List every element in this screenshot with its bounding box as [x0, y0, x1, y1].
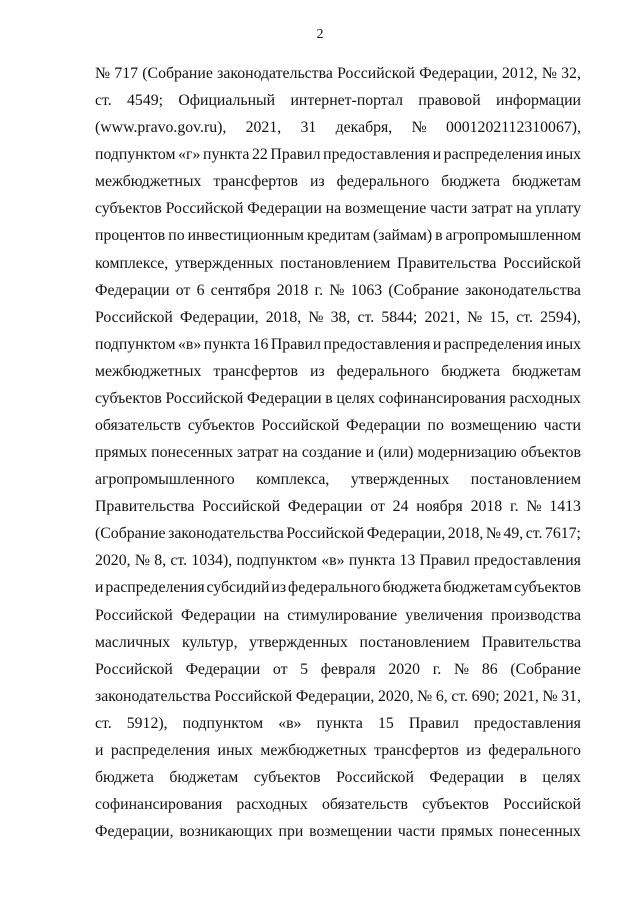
- word: субъектов: [187, 417, 255, 435]
- word: г.: [314, 281, 324, 299]
- word: на: [325, 200, 342, 218]
- word: ст.: [516, 308, 533, 326]
- word: Официальный: [178, 92, 276, 110]
- word: пункта: [203, 335, 251, 353]
- word: постановлением: [359, 633, 470, 651]
- word: трансфертов: [213, 362, 298, 380]
- word: на: [282, 444, 298, 462]
- word: 5912),: [126, 714, 168, 732]
- word: постановлением: [470, 471, 581, 489]
- word: №: [542, 687, 558, 705]
- word: субъектов: [514, 579, 581, 597]
- word: предоставления: [323, 146, 431, 164]
- word: подпунктом: [182, 714, 264, 732]
- text-line: [95, 439, 581, 466]
- word: №: [541, 65, 557, 82]
- word: агропромышленном: [445, 227, 581, 245]
- word: (Собрание: [95, 525, 166, 543]
- word: Федерации,: [95, 823, 174, 841]
- word: «г»: [178, 146, 201, 164]
- word: 717: [114, 65, 139, 82]
- word: возмещению: [450, 417, 537, 435]
- word: 2594),: [540, 308, 581, 326]
- word: №: [526, 498, 542, 516]
- word: ноября: [416, 498, 463, 516]
- word: 1063: [350, 281, 383, 299]
- word: субсидий: [206, 579, 270, 597]
- word: объектов: [520, 444, 581, 462]
- word: 2012,: [502, 65, 538, 82]
- word: от: [370, 498, 385, 516]
- text-line: [95, 520, 581, 547]
- word: №: [411, 119, 427, 137]
- word: Федерации,: [180, 308, 259, 326]
- body-text: [95, 60, 581, 845]
- word: Российской: [503, 796, 581, 814]
- word: 15,: [489, 308, 510, 326]
- word: 5844;: [381, 308, 418, 326]
- word: предоставления: [323, 335, 431, 353]
- text-line: [95, 791, 581, 818]
- word: 6: [196, 281, 205, 299]
- text-line: [95, 87, 581, 114]
- word: утвержденных: [174, 254, 274, 272]
- word: 86: [481, 660, 498, 678]
- word: уплату: [535, 200, 581, 218]
- word: 2018,: [265, 308, 302, 326]
- word: части: [430, 200, 468, 218]
- word: 5: [300, 660, 309, 678]
- word: Федерации: [247, 200, 322, 218]
- word: Федерации: [346, 417, 421, 435]
- word: по: [168, 227, 185, 245]
- word: Российской: [165, 389, 244, 407]
- word: ст.: [451, 687, 468, 705]
- word: (www.pravo.gov.ru),: [95, 119, 227, 137]
- text-line: [95, 493, 581, 520]
- word: 38,: [330, 308, 351, 326]
- word: 2020,: [95, 552, 131, 570]
- text-line: [95, 250, 581, 277]
- text-line: [95, 358, 581, 385]
- word: трансфертов: [213, 173, 298, 191]
- text-line: [95, 168, 581, 195]
- word: Федерации: [429, 769, 504, 787]
- word: 1413: [549, 498, 581, 516]
- text-line: [95, 602, 581, 629]
- word: 6,: [435, 687, 448, 705]
- word: интернет-портал: [290, 92, 403, 110]
- word: Федерации,: [366, 525, 446, 543]
- word: от: [272, 660, 288, 678]
- word: бюджета: [95, 769, 154, 787]
- text-line: [95, 412, 581, 439]
- word: 2020: [388, 660, 420, 678]
- word: межбюджетных: [260, 741, 367, 759]
- word: федерального: [288, 579, 381, 597]
- text-line: [95, 629, 581, 656]
- word: Российской: [202, 498, 281, 516]
- word: культур,: [181, 633, 238, 651]
- word: Российской: [261, 417, 340, 435]
- word: утвержденных: [249, 633, 348, 651]
- word: из: [309, 362, 325, 380]
- word: федерального: [336, 173, 430, 191]
- word: 2020,: [378, 687, 414, 705]
- word: агропромышленного: [95, 471, 235, 489]
- word: предоставления: [474, 552, 581, 570]
- word: субъектов: [422, 796, 489, 814]
- word: и: [95, 741, 104, 759]
- text-line: [95, 277, 581, 304]
- word: 13: [399, 552, 416, 570]
- word: 2018: [276, 281, 309, 299]
- text-line: [95, 656, 581, 683]
- page-number: 2: [316, 27, 324, 42]
- word: (или): [378, 444, 414, 462]
- word: инвестиционным: [187, 227, 304, 245]
- word: ст.: [95, 714, 112, 732]
- word: Российской: [503, 254, 581, 272]
- text-line: [95, 385, 581, 412]
- word: №: [308, 308, 324, 326]
- word: 31: [300, 119, 317, 137]
- word: законодательства: [217, 65, 333, 82]
- word: субъектов: [95, 389, 162, 407]
- word: комплексе,: [95, 254, 169, 272]
- word: 8,: [154, 552, 167, 570]
- word: Федерации: [247, 389, 322, 407]
- word: затрат: [471, 200, 513, 218]
- word: бюджетам: [169, 769, 239, 787]
- word: декабря,: [335, 119, 393, 137]
- word: Российской: [336, 769, 414, 787]
- text-line: [95, 574, 581, 601]
- word: 0001202112310067),: [445, 119, 581, 137]
- word: (займам): [372, 227, 433, 245]
- word: Российской: [95, 660, 173, 678]
- word: №: [467, 308, 483, 326]
- text-line: [95, 304, 581, 331]
- word: Российской: [337, 65, 415, 82]
- word: информации: [496, 92, 581, 110]
- word: №: [95, 65, 111, 82]
- word: Федерации: [185, 660, 261, 678]
- word: сентября: [210, 281, 271, 299]
- word: и: [432, 335, 442, 353]
- word: софинансирования: [378, 389, 506, 407]
- word: 22: [252, 146, 268, 164]
- word: Правительства: [481, 633, 581, 651]
- word: федерального: [336, 362, 430, 380]
- word: целях: [336, 389, 375, 407]
- word: иных: [545, 146, 581, 164]
- word: Правил: [270, 335, 322, 353]
- word: (Собрание: [388, 281, 459, 299]
- word: ст.: [95, 92, 112, 110]
- word: №: [417, 687, 433, 705]
- word: на: [263, 606, 280, 624]
- word: возникающих: [179, 823, 273, 841]
- word: 49,: [503, 525, 524, 543]
- word: бюджетам: [512, 362, 581, 380]
- word: межбюджетных: [95, 173, 202, 191]
- word: ст.: [357, 308, 375, 326]
- word: 4549;: [127, 92, 164, 110]
- word: и: [365, 444, 375, 462]
- word: предоставления: [474, 714, 581, 732]
- word: февраля: [320, 660, 376, 678]
- word: иных: [217, 741, 253, 759]
- word: 32,: [561, 65, 581, 82]
- word: г.: [509, 498, 519, 516]
- word: стимулирование: [287, 606, 398, 624]
- word: Российской: [95, 606, 173, 624]
- word: законодательства: [95, 687, 211, 705]
- word: бюджета: [441, 362, 501, 380]
- word: 2018,: [447, 525, 484, 543]
- text-line: [95, 710, 581, 737]
- word: межбюджетных: [95, 362, 202, 380]
- word: распределения: [110, 741, 211, 759]
- text-line: [95, 331, 581, 358]
- word: 24: [392, 498, 409, 516]
- word: понесенных: [151, 444, 233, 462]
- text-line: [95, 547, 581, 574]
- word: комплекса,: [256, 471, 330, 489]
- word: иных: [545, 335, 581, 353]
- word: бюджетам: [443, 579, 513, 597]
- word: от: [175, 281, 191, 299]
- text-line: [95, 114, 581, 141]
- word: Российской: [286, 525, 365, 543]
- word: прямых: [441, 823, 494, 841]
- word: Федерации: [95, 281, 170, 299]
- word: целях: [542, 769, 581, 787]
- word: Правил: [419, 552, 470, 570]
- word: ст.: [170, 552, 188, 570]
- word: законодательства: [465, 281, 581, 299]
- text-line: [95, 466, 581, 493]
- word: Федерации: [180, 606, 256, 624]
- word: прямых: [95, 444, 148, 462]
- word: 31,: [561, 687, 581, 705]
- word: №: [134, 552, 150, 570]
- word: и: [432, 146, 442, 164]
- word: (Собрание: [510, 660, 581, 678]
- word: кредитам: [306, 227, 370, 245]
- word: распределения: [443, 335, 544, 353]
- text-line: [95, 60, 581, 87]
- word: №: [329, 281, 345, 299]
- word: 2018: [470, 498, 503, 516]
- word: возмещение: [344, 200, 427, 218]
- word: «в»: [321, 552, 345, 570]
- word: распределения: [443, 146, 543, 164]
- word: в: [519, 769, 527, 787]
- word: в: [325, 389, 333, 407]
- word: софинансирования: [95, 796, 223, 814]
- word: из: [466, 741, 481, 759]
- word: пункта: [348, 552, 396, 570]
- word: «в»: [278, 714, 302, 732]
- word: (Собрание: [142, 65, 213, 82]
- word: субъектов: [95, 200, 162, 218]
- word: расходных: [509, 389, 581, 407]
- word: «в»: [177, 335, 202, 353]
- word: Правительства: [95, 498, 195, 516]
- word: бюджета: [441, 173, 501, 191]
- word: увеличения: [405, 606, 483, 624]
- word: из: [309, 173, 325, 191]
- word: №: [485, 525, 501, 543]
- text-line: [95, 683, 581, 710]
- word: по: [427, 417, 444, 435]
- word: производства: [491, 606, 581, 624]
- word: затрат: [237, 444, 279, 462]
- word: правовой: [418, 92, 481, 110]
- word: пункта: [203, 146, 250, 164]
- word: обязательств: [95, 417, 182, 435]
- word: пункта: [316, 714, 363, 732]
- word: бюджета: [382, 579, 442, 597]
- word: субъектов: [253, 769, 321, 787]
- word: Правил: [408, 714, 459, 732]
- word: возмещении: [309, 823, 392, 841]
- word: обязательств: [321, 796, 408, 814]
- word: 2021,: [424, 308, 460, 326]
- word: №: [454, 660, 470, 678]
- word: ст.: [525, 525, 543, 543]
- word: г.: [432, 660, 442, 678]
- word: создание: [301, 444, 362, 462]
- text-line: [95, 141, 581, 168]
- word: 16: [252, 335, 269, 353]
- word: на: [516, 200, 532, 218]
- word: распределения: [105, 579, 205, 597]
- word: Российской: [95, 308, 173, 326]
- word: процентов: [95, 227, 166, 245]
- word: масличных: [95, 633, 171, 651]
- word: в: [435, 227, 443, 245]
- word: Федерации,: [419, 65, 498, 82]
- word: из: [271, 579, 287, 597]
- word: при: [278, 823, 304, 841]
- word: части: [397, 823, 436, 841]
- word: 2021,: [245, 119, 282, 137]
- word: 2021,: [503, 687, 539, 705]
- word: федерального: [488, 741, 581, 759]
- word: Федерации,: [295, 687, 375, 705]
- word: трансфертов: [374, 741, 459, 759]
- word: Российской: [165, 200, 244, 218]
- text-line: [95, 222, 581, 249]
- word: 690;: [471, 687, 500, 705]
- text-line: [95, 737, 581, 764]
- word: модернизацию: [417, 444, 517, 462]
- word: Правил: [270, 146, 321, 164]
- word: расходных: [236, 796, 308, 814]
- word: бюджетам: [512, 173, 581, 191]
- word: 1034),: [191, 552, 233, 570]
- word: Правительства: [397, 254, 497, 272]
- word: Российской: [214, 687, 293, 705]
- word: 7617;: [544, 525, 581, 543]
- word: законодательства: [168, 525, 284, 543]
- word: понесенных: [499, 823, 581, 841]
- text-line: [95, 764, 581, 791]
- word: утвержденных: [350, 471, 450, 489]
- word: подпунктом: [95, 335, 176, 353]
- word: и: [95, 579, 104, 597]
- word: подпунктом: [236, 552, 317, 570]
- word: Федерации: [287, 498, 363, 516]
- word: подпунктом: [95, 146, 176, 164]
- text-line: [95, 195, 581, 222]
- word: части: [543, 417, 581, 435]
- text-line: [95, 818, 581, 845]
- word: 15: [377, 714, 394, 732]
- word: постановлением: [280, 254, 391, 272]
